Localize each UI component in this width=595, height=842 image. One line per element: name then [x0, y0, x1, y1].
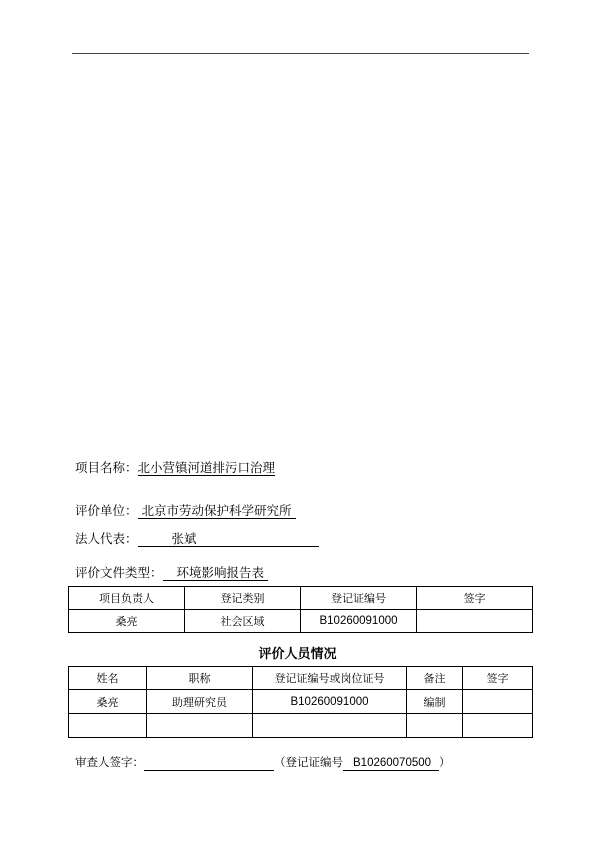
header-rule [72, 53, 529, 54]
col-header: 项目负责人 [69, 587, 185, 610]
reg-suffix: ） [439, 755, 451, 769]
col-header: 姓名 [69, 667, 147, 690]
signature-cell [463, 690, 533, 714]
project-name-value: 北小营镇河道排污口治理 [137, 460, 276, 475]
table-cell: B10260091000 [301, 610, 417, 633]
table-cell: 助理研究员 [147, 690, 253, 714]
table-cell [407, 714, 463, 738]
col-header: 登记类别 [185, 587, 301, 610]
table-header-row [69, 587, 533, 610]
section-title: 评价人员情况 [258, 647, 337, 662]
table-cell: 编制 [407, 690, 463, 714]
col-header: 登记证编号 [301, 587, 417, 610]
table-cell [69, 714, 147, 738]
table-row [69, 610, 533, 633]
assessment-unit-label: 评价单位： [75, 503, 138, 518]
table-header-row [69, 667, 533, 690]
assessment-unit-field [75, 503, 296, 519]
table-cell: 桑亮 [69, 690, 147, 714]
project-name-field [75, 460, 275, 476]
doc-type-label: 评价文件类型： [75, 565, 163, 580]
assessment-unit-value: 北京市劳动保护科学研究所 [138, 504, 296, 519]
personnel-table [68, 666, 533, 738]
reviewer-field [75, 754, 451, 771]
legal-rep-value: 张斌 [138, 532, 319, 547]
table-cell: 桑亮 [69, 610, 185, 633]
table-cell: 社会区域 [185, 610, 301, 633]
doc-type-field [75, 565, 268, 581]
col-header: 登记证编号或岗位证号 [253, 667, 407, 690]
signature-cell [463, 714, 533, 738]
legal-rep-field [75, 531, 319, 547]
reviewer-label: 审查人签字： [75, 755, 144, 769]
table-cell: B10260091000 [253, 690, 407, 714]
reviewer-reg-number: B10260070500 [343, 756, 439, 771]
table-row [69, 690, 533, 714]
signature-cell [417, 610, 533, 633]
reviewer-signature-line [144, 758, 274, 771]
table-cell [147, 714, 253, 738]
col-header: 备注 [407, 667, 463, 690]
table-cell [253, 714, 407, 738]
project-name-label: 项目名称： [75, 460, 138, 475]
table-row [69, 714, 533, 738]
project-lead-table [68, 586, 533, 633]
reg-prefix: （登记证编号 [274, 755, 343, 769]
doc-type-value: 环境影响报告表 [163, 566, 269, 581]
col-header: 签字 [417, 587, 533, 610]
legal-rep-label: 法人代表： [75, 531, 138, 546]
col-header: 签字 [463, 667, 533, 690]
col-header: 职称 [147, 667, 253, 690]
